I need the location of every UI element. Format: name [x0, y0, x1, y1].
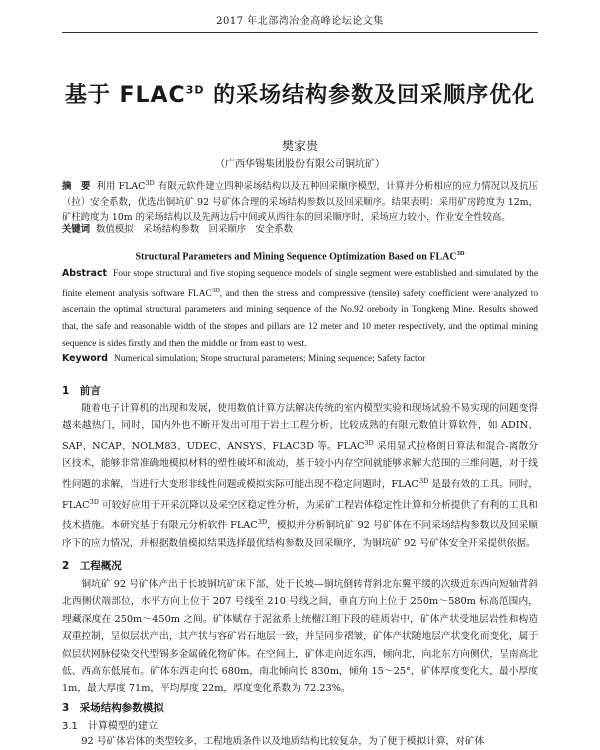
english-title-text: Structural Parameters and Mining Sequence Optimization Based on FLAC — [135, 251, 457, 263]
abstract-en — [62, 266, 538, 352]
running-header: 2017 年北部湾冶金高峰论坛论文集 — [216, 16, 384, 27]
abstract-en-text-b: , and then the stress and compressive (tensile) safety coefficient were analyzed to ascertain the optimal structural parameters and mining sequence of the No.92 orebody in Tongkeng Mine. Results showed that, the safe and reasonable width of the stopes and pillars are 12 meter and 10 meter respectively, and the optimal mining sequence is sides firstly and then the middle or from east to west. — [62, 288, 539, 349]
section-1-heading: 1 前言 — [62, 385, 101, 397]
section-3-1-paragraph: 92 号矿体岩体的类型较多，工程地质条件以及地质结构比较复杂，为了便于模拟计算，对矿体 — [81, 736, 485, 747]
title-superscript: 3D — [185, 83, 205, 97]
keywords-en — [62, 351, 538, 368]
affiliation: （广西华锡集团股份有限公司铜坑矿） — [215, 159, 385, 170]
english-title-superscript: 3D — [456, 250, 465, 257]
abstract-en-label: Abstract — [62, 268, 108, 279]
s1-text-b: 采用显式拉格朗日算法和混合-离散分区技术，能够非常准确地模拟材料的塑性破坏和流动，基于较小内存空间就能够求解大范围的三维问题，对于线性问题的求解，当进行大变形非线性问题或模拟实际可能出现不稳定问题时，FLAC — [62, 441, 539, 491]
abstract-zh-label: 摘 要 — [62, 181, 91, 193]
s1-sup-2: 3D — [418, 476, 429, 485]
s1-text-e: ，模拟并分析铜坑矿 92 号矿体在不同采场结构参数以及回采顺序下的应力情况，并根据数值模拟结果选择最优结构参数及回采顺序，为铜坑矿 92 号矿体安全开采提供依据。 — [62, 520, 538, 549]
keywords-en-text: Numerical simulation; Stope structural parameters; Mining sequence; Safety factor — [114, 354, 426, 364]
paper-title — [0, 78, 600, 109]
section-1-paragraph — [62, 400, 538, 552]
s1-sup-1: 3D — [364, 438, 374, 447]
abstract-zh-text-a: 利用 FLAC — [96, 181, 146, 193]
keywords-zh-text: 数值模拟 采场结构参数 回采顺序 安全系数 — [96, 224, 294, 235]
s1-sup-3: 3D — [89, 497, 99, 506]
s1-text-c: 是最有效的工具。同时，FLAC — [62, 479, 538, 511]
abstract-en-superscript: 3D — [211, 286, 220, 294]
section-3-heading: 3 采场结构参数模拟 — [62, 702, 164, 714]
abstract-en-text-a: Four stope structural and five stoping sequence models of single segment were established and simulated by the finite element analysis software FLAC — [62, 269, 538, 299]
s1-sup-4: 3D — [257, 518, 268, 527]
keywords-zh — [62, 222, 538, 238]
keywords-zh-label: 关键词 — [62, 224, 91, 235]
s1-text-a: 随着电子计算机的出现和发展，使用数值计算方法解决传统的室内模型实验和现场试验不易实现的问题变得越来越热门，同时，国内外也不断开发出可用于岩土工程分析、比较成熟的有限元数值计算软件，如 ADIN、SAP、NCAP、NOLM83、UDEC、ANSYS、FLAC3D 等。FLAC — [62, 403, 538, 453]
abstract-zh-text-b: 有限元软件建立四种采场结构以及五种回采顺序模型，计算并分析相应的应力情况以及抗压（拉）安全系数，优选出铜坑矿 92 号矿体合理的采场结构参数以及回采顺序。结果表明：采用矿房跨度为 12m，矿柱跨度为 10m 的采场结构以及先两边后中间或从西往东的回采顺序时，采场应力较小，作业安全性较高。 — [62, 181, 538, 224]
title-rest: 的采场结构参数及回采顺序优化 — [204, 83, 536, 108]
s1-text-d: 可较好应用于开采沉降以及采空区稳定性分析，为采矿工程岩体稳定性计算和分析提供了有利的工具和技术措施。本研究基于有限元分析软件 FLAC — [62, 499, 538, 532]
keywords-en-label: Keyword — [62, 353, 109, 364]
abstract-zh — [62, 176, 538, 226]
section-2-heading: 2 工程概况 — [62, 560, 122, 572]
author: 樊家贵 — [281, 139, 318, 153]
english-title — [0, 250, 600, 262]
header-rule — [62, 32, 538, 33]
abstract-zh-superscript: 3D — [145, 179, 155, 187]
title-main: 基于 FLAC — [64, 83, 186, 108]
section-3-1-heading: 3.1 计算模型的建立 — [62, 721, 158, 732]
section-2-paragraph: 铜坑矿 92 号矿体产出于长坡铜坑矿床下部，处于长坡—铜坑倒转背斜北东翼平缓的次级近东西向短轴背斜北西侧伏端部位，水平方向上位于 207 号线至 210 号线之间，垂直方向上位于 250m～580m 标高范围内，埋藏深度在 250m～450m 之间。矿体赋存于泥盆系上统榴江组下段的硅质岩中，矿体产状受地层岩性和构造双重控制，呈似层状产出，其产状与容矿岩石地层一致，并呈同步褶皱，矿体产状随地层产状变化而变化，属于似层状网脉侵染交代型锡多金属硫化物矿体。在空间上，矿体走向近东西，倾向北，向北东方向侧伏，呈南高北低、西高东低展布。矿体东西走向长 680m，南北倾向长 830m，倾角 15～25°，矿体厚度变化大，最小厚度 1m，最大厚度 71m，平均厚度 22m，厚度变化系数为 72.23%。 — [62, 579, 538, 695]
